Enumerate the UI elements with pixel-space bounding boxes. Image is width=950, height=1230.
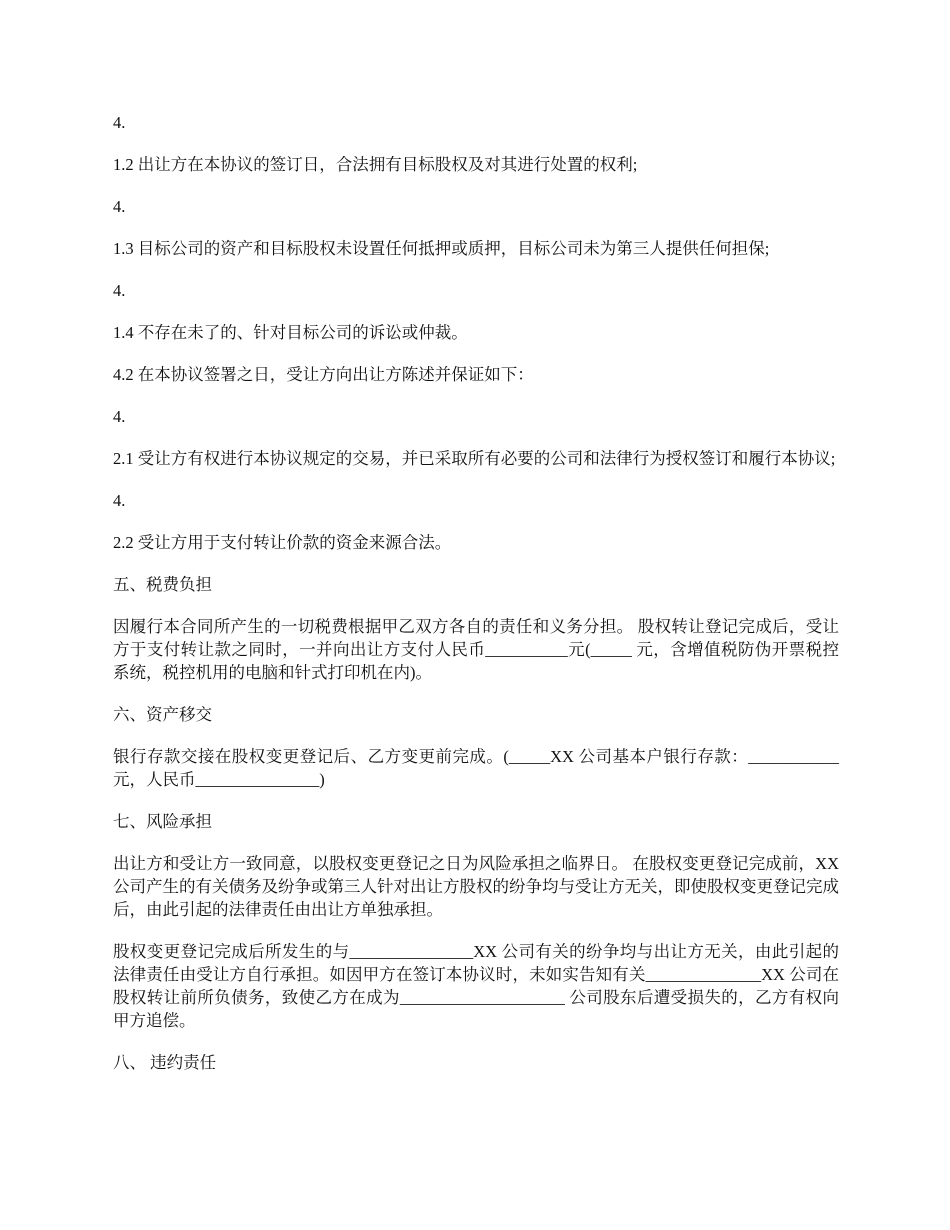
asset-transfer-paragraph: 银行存款交接在股权变更登记后、乙方变更前完成。(_____XX 公司基本户银行存款：___________元，人民币_______________): [113, 747, 839, 789]
clause-1-4: 1.4 不存在未了的、针对目标公司的诉讼或仲裁。: [113, 323, 468, 342]
paragraph-number: 4.: [113, 491, 126, 510]
clause-2-1: 2.1 受让方有权进行本协议规定的交易，并已采取所有必要的公司和法律行为授权签订和履行本协议;: [113, 449, 836, 468]
risk-paragraph-2: 股权变更登记完成后所发生的与_______________XX 公司有关的纷争均与出让方无关，由此引起的法律责任由受让方自行承担。如因甲方在签订本协议时，未如实告知有关______________XX 公司在股权转让前所负债务，致使乙方在成为____________________ 公司股东后遭受损失的，乙方有权向甲方追偿。: [113, 942, 839, 1030]
paragraph-number: 4.: [113, 407, 126, 426]
section-heading-tax: 五、税费负担: [113, 575, 212, 594]
section-heading-breach: 八、 违约责任: [113, 1053, 217, 1072]
paragraph-number: 4.: [113, 281, 126, 300]
paragraph-number: 4.: [113, 113, 126, 132]
section-heading-asset-transfer: 六、资产移交: [113, 705, 212, 724]
clause-4-2: 4.2 在本协议签署之日，受让方向出让方陈述并保证如下：: [113, 365, 534, 384]
clause-2-2: 2.2 受让方用于支付转让价款的资金来源合法。: [113, 533, 452, 552]
section-heading-risk: 七、风险承担: [113, 812, 212, 831]
document-page: [113, 111, 839, 1093]
risk-paragraph-1: 出让方和受让方一致同意，以股权变更登记之日为风险承担之临界日。 在股权变更登记完成前，XX 公司产生的有关债务及纷争或第三人针对出让方股权的纷争均与受让方无关，即使股权变更登记完成后，由此引起的法律责任由出让方单独承担。: [113, 854, 839, 919]
clause-1-2: 1.2 出让方在本协议的签订日，合法拥有目标股权及对其进行处置的权利;: [113, 155, 638, 174]
tax-paragraph: 因履行本合同所产生的一切税费根据甲乙双方各自的责任和义务分担。 股权转让登记完成后，受让方于支付转让款之同时，一并向出让方支付人民币__________元(_____ 元，含增值税防伪开票税控系统，税控机用的电脑和针式打印机在内)。: [113, 617, 839, 682]
clause-1-3: 1.3 目标公司的资产和目标股权未设置任何抵押或质押，目标公司未为第三人提供任何担保;: [113, 239, 770, 258]
paragraph-number: 4.: [113, 197, 126, 216]
